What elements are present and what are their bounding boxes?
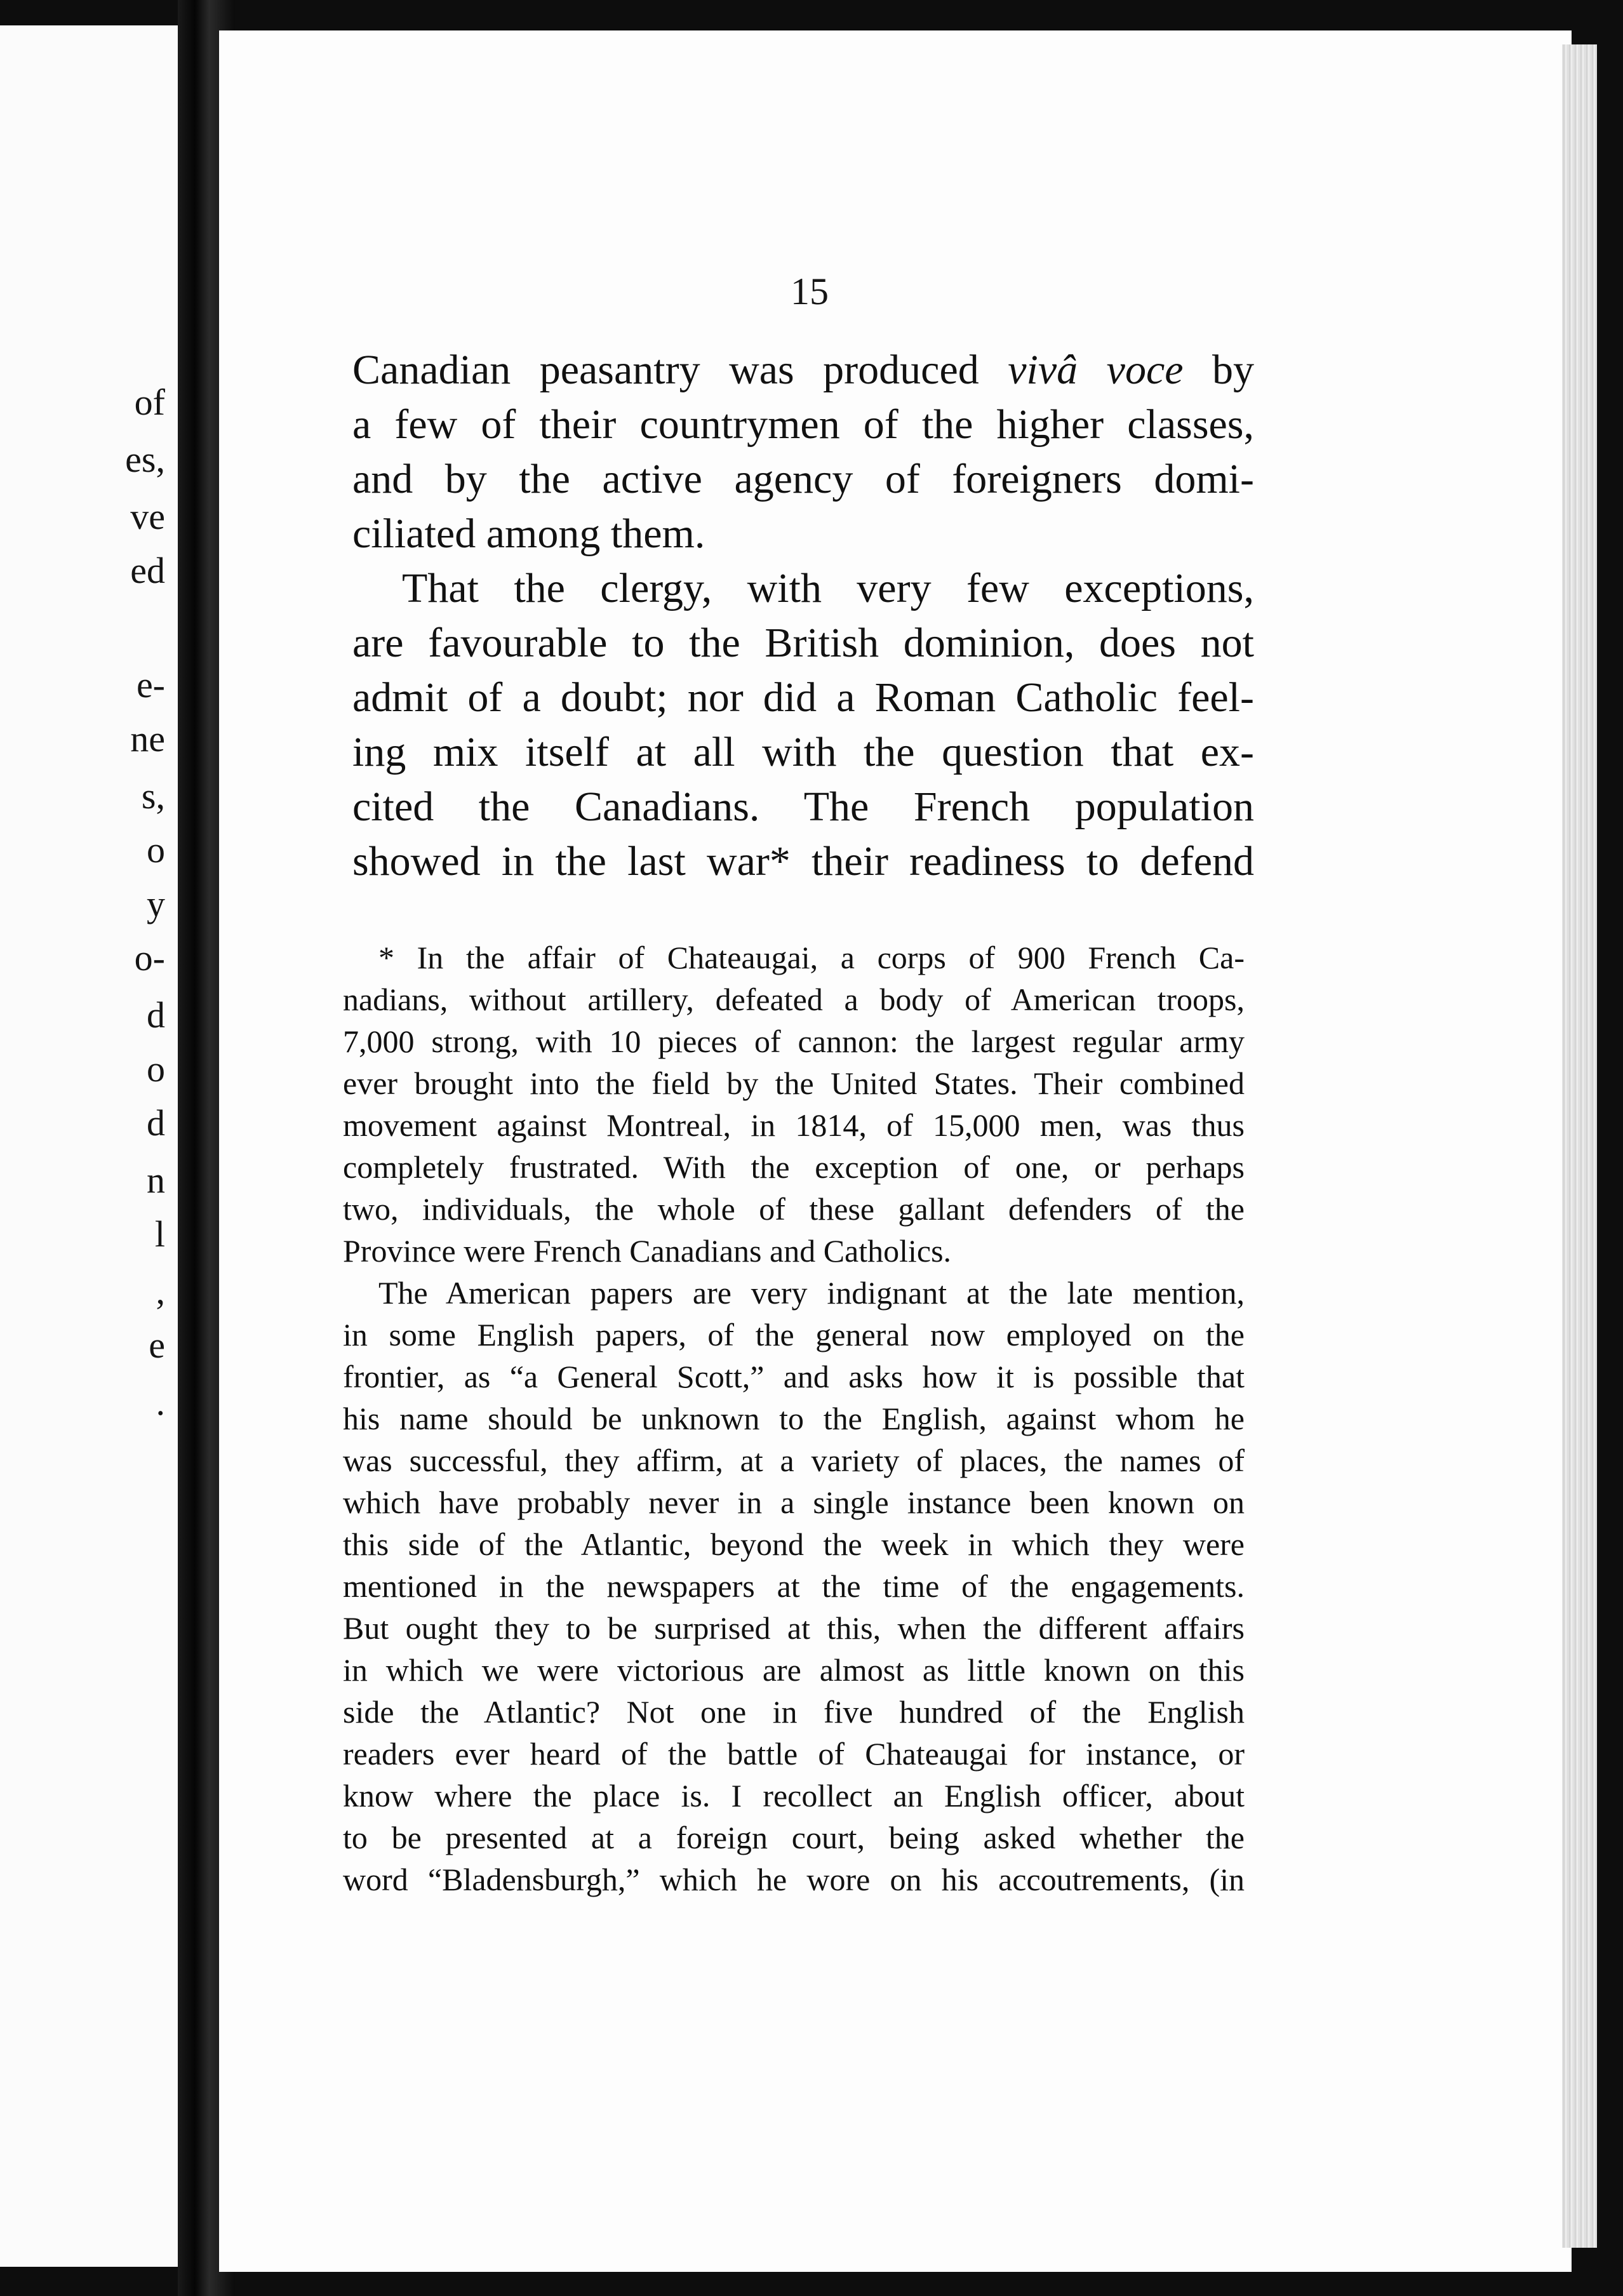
- body-line: admit of a doubt; nor did a Roman Catholic feel-: [352, 674, 1254, 721]
- footnote-line: ever brought into the field by the United States. Their combined: [343, 1065, 1245, 1101]
- footnote-line: * In the affair of Chateaugai, a corps of 900 French Ca-: [378, 940, 1245, 975]
- left-page-text: e-: [136, 664, 165, 705]
- left-page-text: .: [156, 1382, 165, 1423]
- footnote-line: to be presented at a foreign court, being asked whether the: [343, 1820, 1245, 1855]
- left-page-text: n: [147, 1159, 165, 1201]
- left-page-text: ,: [156, 1271, 165, 1312]
- left-page-text: e: [149, 1325, 165, 1366]
- left-page-text: o: [147, 1048, 165, 1090]
- body-line: cited the Canadians. The French population: [352, 784, 1254, 830]
- left-page-text: o: [147, 829, 165, 871]
- left-page-text: l: [154, 1213, 165, 1255]
- footnote-line: which have probably never in a single instance been known on: [343, 1485, 1245, 1520]
- footnote-line: his name should be unknown to the English, against whom he: [343, 1401, 1245, 1436]
- footnote-line: movement against Montreal, in 1814, of 15,000 men, was thus: [343, 1107, 1245, 1143]
- left-page-text: s,: [141, 775, 165, 817]
- body-line: are favourable to the British dominion, does not: [352, 620, 1254, 666]
- body-line: showed in the last war* their readiness to defend: [352, 838, 1254, 884]
- body-line: a few of their countrymen of the higher classes,: [352, 401, 1254, 448]
- left-page-text: ve: [130, 496, 165, 537]
- left-page-fragment: [0, 25, 178, 2267]
- footnote-line: know where the place is. I recollect an English officer, about: [343, 1778, 1245, 1813]
- footnote-line: The American papers are very indignant at the late mention,: [378, 1275, 1245, 1311]
- footnote-line: But ought they to be surprised at this, when the different affairs: [343, 1610, 1245, 1646]
- body-line: Canadian peasantry was produced vivâ voce by: [352, 347, 1255, 393]
- left-page-text: y: [147, 883, 165, 924]
- footnote-line: two, individuals, the whole of these gallant defenders of the: [343, 1191, 1245, 1227]
- page-edges: [1562, 44, 1597, 2248]
- left-page-text: ne: [130, 718, 165, 759]
- body-line: That the clergy, with very few exceptions,: [402, 565, 1254, 611]
- footnote-line: this side of the Atlantic, beyond the week in which they were: [343, 1526, 1245, 1562]
- footnote-line: was successful, they affirm, at a variety of places, the names of: [343, 1443, 1245, 1478]
- footnote-line: nadians, without artillery, defeated a body of American troops,: [343, 982, 1245, 1017]
- body-line: ing mix itself at all with the question that ex-: [352, 729, 1254, 775]
- left-page-text: d: [147, 1102, 165, 1144]
- left-page-text: o-: [134, 937, 165, 978]
- body-line: ciliated among them.: [352, 511, 705, 557]
- footnote-line: side the Atlantic? Not one in five hundred of the English: [343, 1694, 1245, 1730]
- footnote-line: mentioned in the newspapers at the time of the engagements.: [343, 1568, 1245, 1604]
- left-page-text: d: [147, 994, 165, 1036]
- main-body-text: [352, 343, 1254, 889]
- footnote-line: in which we were victorious are almost as little known on this: [343, 1652, 1245, 1688]
- body-line: and by the active agency of foreigners domi-: [352, 456, 1254, 502]
- footnote-line: readers ever heard of the battle of Chateaugai for instance, or: [343, 1736, 1245, 1772]
- left-page-text: ed: [130, 550, 165, 591]
- footnote: [343, 937, 1245, 1900]
- footnote-line: word “Bladensburgh,” which he wore on his accoutrements, (in: [343, 1862, 1245, 1897]
- footnote-line: completely frustrated. With the exception of one, or perhaps: [343, 1149, 1245, 1185]
- page-number: 15: [791, 270, 829, 312]
- footnote-line: in some English papers, of the general now employed on the: [343, 1317, 1245, 1352]
- footnote-line: frontier, as “a General Scott,” and asks how it is possible that: [343, 1359, 1245, 1394]
- footnote-line: 7,000 strong, with 10 pieces of cannon: the largest regular army: [343, 1024, 1245, 1059]
- left-page-text: es,: [125, 439, 165, 480]
- left-page-text: of: [134, 382, 165, 423]
- footnote-line: Province were French Canadians and Catholics.: [343, 1233, 952, 1269]
